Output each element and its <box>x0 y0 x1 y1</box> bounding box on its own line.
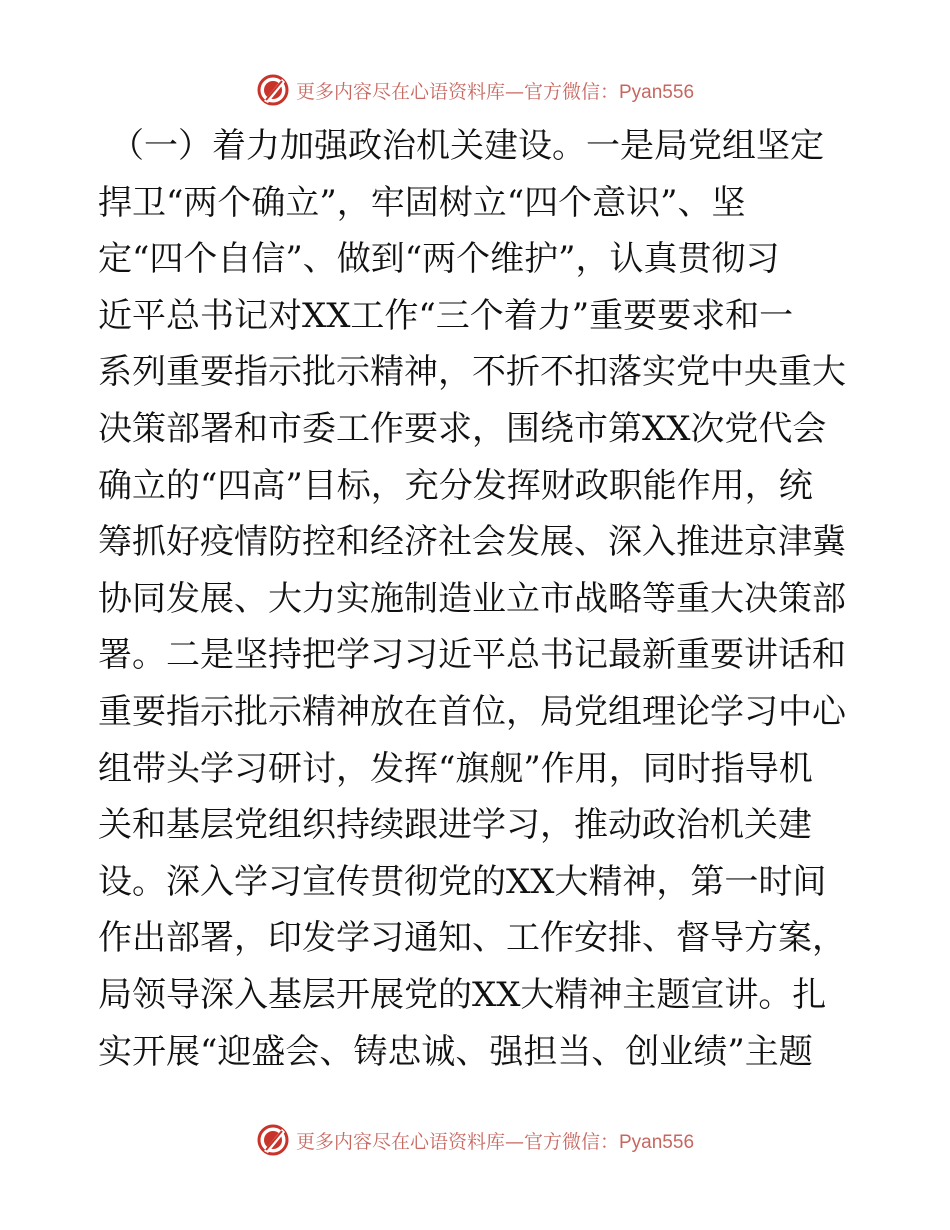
body-paragraph <box>98 118 858 1080</box>
footer-banner-handle: Pyan556 <box>619 1131 695 1153</box>
paragraph-line: 作出部署，印发学习通知、工作安排、督导方案， <box>98 918 846 959</box>
header-banner <box>0 70 950 110</box>
paragraph-line: 定“四个自信”、做到“两个维护”，认真贯彻习 <box>98 239 780 280</box>
footer-banner <box>0 1120 950 1160</box>
paragraph-line: 捍卫“两个确立”，牢固树立“四个意识”、坚 <box>98 182 746 223</box>
paragraph-line: 确立的“四高”目标，充分发挥财政职能作用，统 <box>98 465 813 506</box>
paragraph-line: 局领导深入基层开展党的XX大精神主题宣讲。扎 <box>98 974 827 1015</box>
paragraph-line: 近平总书记对XX工作“三个着力”重要要求和一 <box>98 295 794 336</box>
paragraph-line: 系列重要指示批示精神，不折不扣落实党中央重大 <box>98 352 846 393</box>
paragraph-line: （一）着力加强政治机关建设。一是局党组坚定 <box>110 126 824 166</box>
paragraph-line: 关和基层党组织持续跟进学习，推动政治机关建 <box>98 805 812 846</box>
paragraph-line: 组带头学习研讨，发挥“旗舰”作用，同时指导机 <box>98 748 813 789</box>
header-banner-label: 更多内容尽在心语资料库—官方微信： <box>295 80 619 103</box>
red-quill-logo-icon <box>256 1123 290 1157</box>
header-banner-handle: Pyan556 <box>619 81 695 103</box>
footer-banner-label: 更多内容尽在心语资料库—官方微信： <box>295 1130 619 1153</box>
header-banner-text <box>296 77 694 104</box>
paragraph-line: 筹抓好疫情防控和经济社会发展、深入推进京津冀 <box>98 522 846 563</box>
footer-banner-text <box>296 1127 694 1154</box>
paragraph-line: 决策部署和市委工作要求，围绕市第XX次党代会 <box>98 408 827 449</box>
paragraph-line: 设。深入学习宣传贯彻党的XX大精神，第一时间 <box>98 861 827 902</box>
paragraph-line: 协同发展、大力实施制造业立市战略等重大决策部 <box>98 578 846 619</box>
paragraph-line: 实开展“迎盛会、铸忠诚、强担当、创业绩”主题 <box>98 1031 813 1072</box>
paragraph-line: 署。二是坚持把学习习近平总书记最新重要讲话和 <box>98 635 846 676</box>
paragraph-line: 重要指示批示精神放在首位，局党组理论学习中心 <box>98 691 846 732</box>
red-quill-logo-icon <box>256 73 290 107</box>
